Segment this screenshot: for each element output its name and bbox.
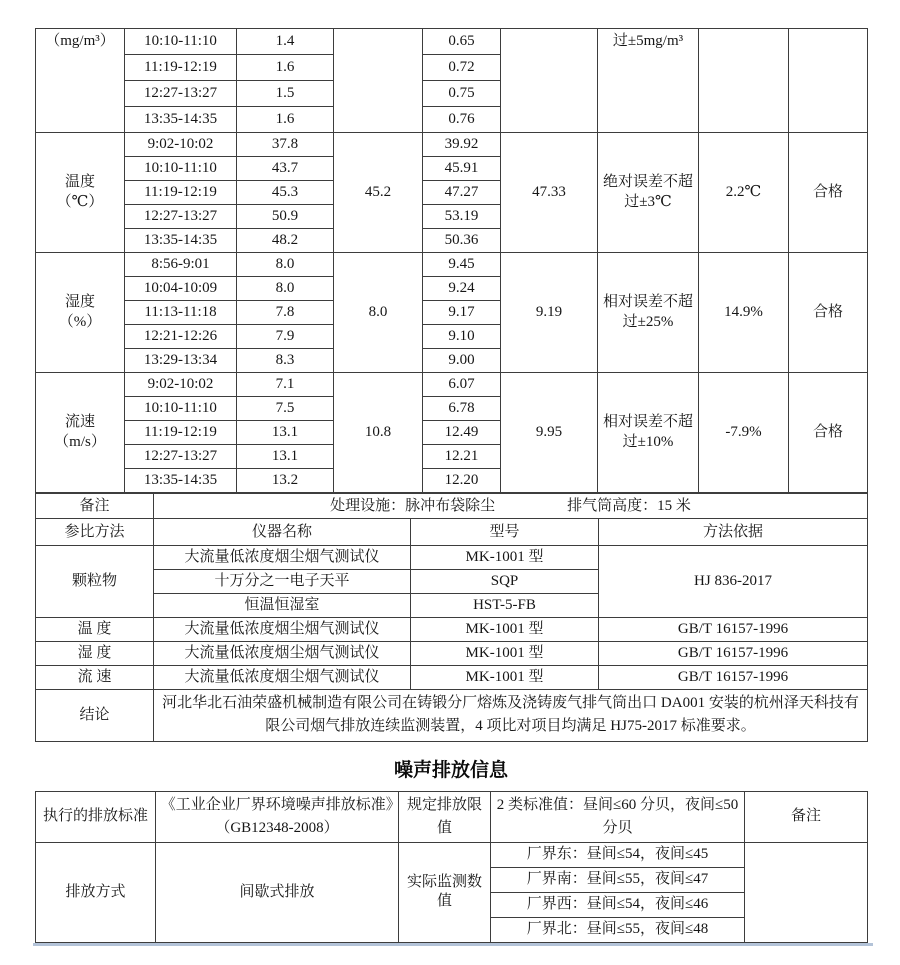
time-cell: 11:19-12:19 <box>125 421 237 445</box>
average-cell: 47.33 <box>501 133 598 253</box>
boundary-value-cell: 厂界东：昼间≤54，夜间≤45 <box>491 842 745 867</box>
time-cell: 9:02-10:02 <box>125 373 237 397</box>
param-unit: （%） <box>58 313 102 330</box>
measured-value-cell: 7.5 <box>237 397 334 421</box>
measured-value-cell: 13.1 <box>237 445 334 469</box>
instrument-cell: 十万分之一电子天平 <box>154 570 411 594</box>
reference-value-cell: 47.27 <box>423 181 501 205</box>
measured-value-cell: 13.2 <box>237 469 334 493</box>
model-cell: SQP <box>411 570 599 594</box>
noise-limit-value: 2 类标准值：昼间≤60 分贝，夜间≤50 分贝 <box>491 791 745 842</box>
error-result-cell: 14.9% <box>699 253 789 373</box>
reference-value-cell: 0.72 <box>423 55 501 81</box>
measured-value-cell: 13.1 <box>237 421 334 445</box>
param-cell <box>36 253 125 373</box>
time-cell: 9:02-10:02 <box>125 133 237 157</box>
emission-mode-value: 间歇式排放 <box>156 842 399 942</box>
scan-shadow-line <box>33 943 873 946</box>
model-header: 型号 <box>411 519 599 546</box>
measured-value-cell: 48.2 <box>237 229 334 253</box>
stack-height-text: 排气筒高度：15 米 <box>567 497 691 514</box>
reference-value-cell: 12.49 <box>423 421 501 445</box>
particulate-label: 颗粒物 <box>36 546 154 618</box>
model-cell: HST-5-FB <box>411 594 599 618</box>
reference-value-cell: 39.92 <box>423 133 501 157</box>
emission-mode-label: 排放方式 <box>36 842 156 942</box>
average-cell: 45.2 <box>334 133 423 253</box>
measured-value-cell: 7.9 <box>237 325 334 349</box>
model-cell: MK-1001 型 <box>411 546 599 570</box>
error-result-cell <box>699 29 789 133</box>
measured-value-cell: 43.7 <box>237 157 334 181</box>
basis-cell: GB/T 16157-1996 <box>599 618 868 642</box>
param-name: 湿度 <box>64 294 95 310</box>
reference-value-cell: 9.00 <box>423 349 501 373</box>
average-cell: 10.8 <box>334 373 423 493</box>
verdict-cell: 合格 <box>789 373 868 493</box>
method-table <box>35 493 868 742</box>
verdict-cell: 合格 <box>789 253 868 373</box>
reference-value-cell: 9.17 <box>423 301 501 325</box>
time-cell: 13:29-13:34 <box>125 349 237 373</box>
time-cell: 8:56-9:01 <box>125 253 237 277</box>
param-name: 流速 <box>64 414 95 430</box>
measured-value-cell: 45.3 <box>237 181 334 205</box>
error-result-cell: -7.9% <box>699 373 789 493</box>
time-cell: 10:10-11:10 <box>125 29 237 55</box>
basis-header: 方法依据 <box>599 519 868 546</box>
measured-value-cell: 50.9 <box>237 205 334 229</box>
reference-value-cell: 9.45 <box>423 253 501 277</box>
param-cell <box>36 373 125 493</box>
method-header-label: 参比方法 <box>36 519 154 546</box>
treatment-facility-text: 处理设施：脉冲布袋除尘 <box>330 497 496 514</box>
measured-value-cell: 1.4 <box>237 29 334 55</box>
param-unit-cell: （mg/m³） <box>36 29 125 133</box>
measured-value-cell: 7.8 <box>237 301 334 325</box>
time-cell: 11:19-12:19 <box>125 181 237 205</box>
time-cell: 12:27-13:27 <box>125 81 237 107</box>
time-cell: 10:10-11:10 <box>125 157 237 181</box>
measured-value-cell: 8.3 <box>237 349 334 373</box>
time-cell: 12:21-12:26 <box>125 325 237 349</box>
humidity-label: 湿 度 <box>36 642 154 666</box>
noise-section-heading: 噪声排放信息 <box>393 759 508 781</box>
basis-cell: HJ 836-2017 <box>599 546 868 618</box>
measured-value-cell: 8.0 <box>237 253 334 277</box>
reference-value-cell: 0.65 <box>423 29 501 55</box>
error-result-cell: 2.2℃ <box>699 133 789 253</box>
measured-value-cell: 1.5 <box>237 81 334 107</box>
remark-content <box>154 494 868 519</box>
boundary-value-cell: 厂界北：昼间≤55，夜间≤48 <box>491 917 745 942</box>
noise-standard-name: 《工业企业厂界环境噪声排放标准》（GB12348-2008） <box>156 791 399 842</box>
criterion-cell: 相对误差不超过±25% <box>598 253 699 373</box>
measurement-table <box>35 28 868 493</box>
reference-value-cell: 9.24 <box>423 277 501 301</box>
noise-limit-label: 规定排放限值 <box>399 791 491 842</box>
reference-value-cell: 45.91 <box>423 157 501 181</box>
noise-standard-label: 执行的排放标准 <box>36 791 156 842</box>
verdict-cell: 合格 <box>789 133 868 253</box>
time-cell: 10:04-10:09 <box>125 277 237 301</box>
instrument-cell: 大流量低浓度烟尘烟气测试仪 <box>154 666 411 690</box>
average-cell: 8.0 <box>334 253 423 373</box>
time-cell: 11:19-12:19 <box>125 55 237 81</box>
criterion-cell: 相对误差不超过±10% <box>598 373 699 493</box>
noise-table <box>35 791 868 943</box>
basis-cell: GB/T 16157-1996 <box>599 642 868 666</box>
measured-value-cell: 37.8 <box>237 133 334 157</box>
param-unit: （m/s） <box>54 433 106 450</box>
noise-remark-header: 备注 <box>745 791 868 842</box>
model-cell: MK-1001 型 <box>411 666 599 690</box>
time-cell: 13:35-14:35 <box>125 107 237 133</box>
param-unit: （℃） <box>56 193 104 210</box>
conclusion-label: 结论 <box>36 690 154 742</box>
boundary-value-cell: 厂界西：昼间≤54，夜间≤46 <box>491 892 745 917</box>
instrument-header: 仪器名称 <box>154 519 411 546</box>
velocity-label: 流 速 <box>36 666 154 690</box>
reference-value-cell: 12.21 <box>423 445 501 469</box>
reference-value-cell: 0.75 <box>423 81 501 107</box>
measured-value-cell: 1.6 <box>237 55 334 81</box>
measured-value-cell: 7.1 <box>237 373 334 397</box>
reference-value-cell: 50.36 <box>423 229 501 253</box>
model-cell: MK-1001 型 <box>411 642 599 666</box>
reference-value-cell: 12.20 <box>423 469 501 493</box>
verdict-cell <box>789 29 868 133</box>
param-cell <box>36 133 125 253</box>
average-cell <box>501 29 598 133</box>
instrument-cell: 大流量低浓度烟尘烟气测试仪 <box>154 546 411 570</box>
measured-value-cell: 1.6 <box>237 107 334 133</box>
reference-value-cell: 0.76 <box>423 107 501 133</box>
reference-value-cell: 6.78 <box>423 397 501 421</box>
criterion-cell: 过±5mg/m³ <box>598 29 699 133</box>
reference-value-cell: 9.10 <box>423 325 501 349</box>
time-cell: 13:35-14:35 <box>125 469 237 493</box>
monitored-value-label: 实际监测数值 <box>399 842 491 942</box>
instrument-cell: 大流量低浓度烟尘烟气测试仪 <box>154 618 411 642</box>
reference-value-cell: 6.07 <box>423 373 501 397</box>
time-cell: 12:27-13:27 <box>125 205 237 229</box>
instrument-cell: 大流量低浓度烟尘烟气测试仪 <box>154 642 411 666</box>
average-cell: 9.19 <box>501 253 598 373</box>
average-cell <box>334 29 423 133</box>
time-cell: 10:10-11:10 <box>125 397 237 421</box>
model-cell: MK-1001 型 <box>411 618 599 642</box>
criterion-cell: 绝对误差不超过±3℃ <box>598 133 699 253</box>
instrument-cell: 恒温恒湿室 <box>154 594 411 618</box>
measured-value-cell: 8.0 <box>237 277 334 301</box>
conclusion-text: 河北华北石油荣盛机械制造有限公司在铸锻分厂熔炼及浇铸废气排气筒出口 DA001 安装的杭州泽天科技有限公司烟气排放连续监测装置，4 项比对项目均满足 HJ75-2017 标准要求。 <box>154 690 868 742</box>
param-name: 温度 <box>64 174 95 190</box>
basis-cell: GB/T 16157-1996 <box>599 666 868 690</box>
average-cell: 9.95 <box>501 373 598 493</box>
time-cell: 13:35-14:35 <box>125 229 237 253</box>
reference-value-cell: 53.19 <box>423 205 501 229</box>
time-cell: 11:13-11:18 <box>125 301 237 325</box>
boundary-value-cell: 厂界南：昼间≤55，夜间≤47 <box>491 867 745 892</box>
time-cell: 12:27-13:27 <box>125 445 237 469</box>
noise-remark-cell <box>745 842 868 942</box>
temperature-label: 温 度 <box>36 618 154 642</box>
remark-label: 备注 <box>36 494 154 519</box>
